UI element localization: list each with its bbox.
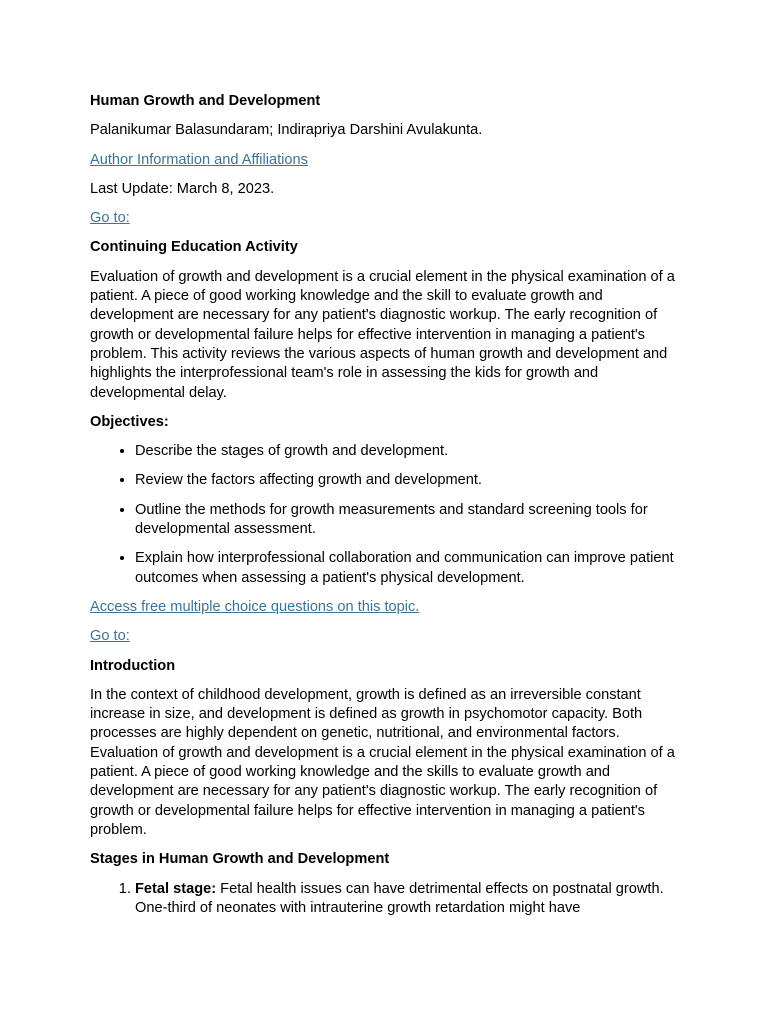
cea-body: Evaluation of growth and development is a crucial element in the physical examination of a patient. A piece of good working knowledge and the skill to evaluate growth and development are necessary for any patient's diagnostic workup. The early recognition of growth or developmental failure helps for effective intervention in managing a patient's problem. This activity reviews the various aspects of human growth and development and highlights the interprofessional team's role in assessing the kids for growth and developmental delay. bbox=[90, 268, 675, 401]
introduction-heading: Introduction bbox=[90, 657, 176, 674]
mcq-link[interactable]: Access free multiple choice questions on this topic. bbox=[90, 598, 420, 615]
stages-heading: Stages in Human Growth and Development bbox=[90, 851, 390, 868]
stages-list bbox=[90, 880, 682, 919]
objective-item: • Describe the stages of growth and development. bbox=[135, 442, 682, 461]
stage-text: Fetal health issues can have detrimental effects on postnatal growth. One-third of neonates with intrauterine growth retardation might have bbox=[135, 880, 664, 916]
mcq-paragraph bbox=[90, 598, 682, 617]
goto-link-2[interactable]: Go to: bbox=[90, 628, 130, 645]
cea-heading: Continuing Education Activity bbox=[90, 239, 298, 256]
goto-paragraph-2 bbox=[90, 627, 682, 646]
author-info-link[interactable]: Author Information and Affiliations bbox=[90, 151, 308, 168]
author-info-paragraph bbox=[90, 151, 682, 170]
goto-paragraph-1 bbox=[90, 209, 682, 228]
last-update: Last Update: March 8, 2023. bbox=[90, 180, 275, 197]
goto-link-1[interactable]: Go to: bbox=[90, 210, 130, 227]
objectives-list bbox=[90, 442, 682, 588]
stage-item bbox=[135, 880, 682, 919]
authors: Palanikumar Balasundaram; Indirapriya Darshini Avulakunta. bbox=[90, 122, 483, 139]
introduction-body: In the context of childhood development, growth is defined as an irreversible constant increase in size, and development is defined as growth in psychomotor capacity. Both processes are highly dependent on genetic, nutritional, and environmental factors. Evaluation of growth and development is a crucial element in the physical examination of a patient. A piece of good working knowledge and the skills to evaluate growth and development are necessary for any patient's diagnostic workup. The early recognition of growth or developmental failure helps for effective intervention in managing a patient's problem. bbox=[90, 686, 675, 838]
article bbox=[90, 92, 682, 928]
stage-label: Fetal stage: bbox=[135, 880, 217, 897]
objective-item: • Explain how interprofessional collaboration and communication can improve patient outcomes when assessing a patient's physical development. bbox=[135, 549, 682, 588]
objectives-heading: Objectives: bbox=[90, 413, 169, 430]
article-title: Human Growth and Development bbox=[90, 93, 321, 109]
objective-item: • Outline the methods for growth measurements and standard screening tools for developmental assessment. bbox=[135, 501, 682, 540]
objective-item: • Review the factors affecting growth and development. bbox=[135, 471, 682, 490]
